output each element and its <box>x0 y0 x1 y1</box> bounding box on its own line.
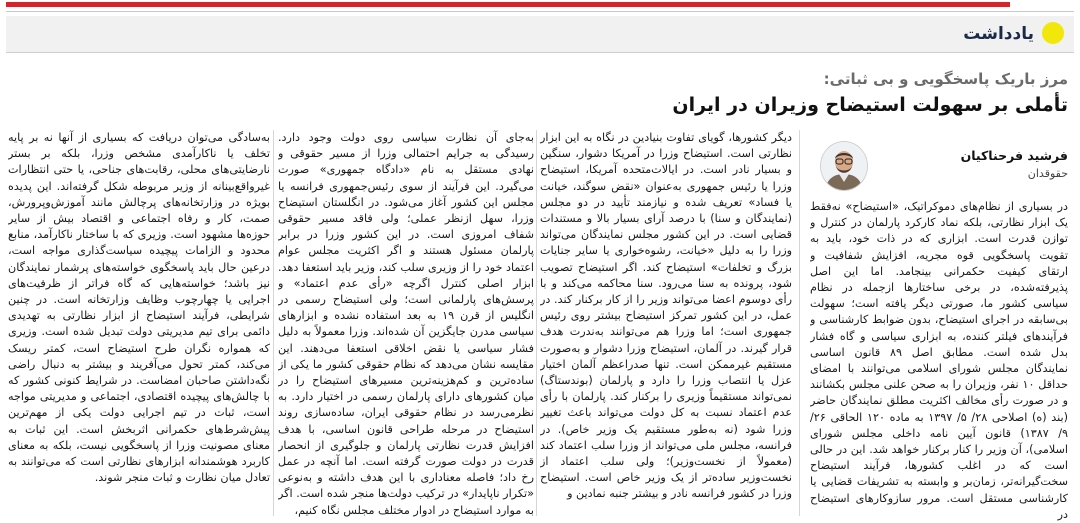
author-name: فرشید فرحناکیان <box>960 148 1068 163</box>
red-rule <box>6 2 1010 7</box>
section-header <box>6 16 1074 53</box>
author-photo <box>820 141 868 191</box>
article-column-1 <box>810 199 1068 521</box>
section-label: یادداشت <box>963 24 1034 44</box>
column-divider <box>536 130 537 516</box>
author-role: حقوقدان <box>1027 167 1068 180</box>
author-portrait-icon <box>821 142 867 190</box>
top-rule <box>0 0 1080 16</box>
article-column-4 <box>8 130 270 521</box>
article-column-3 <box>278 130 534 521</box>
column-text: به‌سادگی می‌توان دریافت که بسیاری از آنها نه بر پایه تخلف یا ناکارآمدی مشخص وزرا، بلکه بر بستر نارضایتی‌های محلی، رقابت‌های جناحی، یا حتی انتظارات غیرواقع‌بینانه از وزیر مربوطه شکل گرفته‌اند. این پدیده بویژه در وزارتخانه‌های پرچالش مانند آموزش‌وپرورش، صمت، کار و رفاه اجتماعی و اقتصاد بیش از سایر حوزه‌ها مشهود است. وزیری که با ساختار ناکارآمد، منابع محدود و الزامات پیچیده سیاست‌گذاری مواجه است، درعین حال باید پاسخگوی خواسته‌های پرشمار نمایندگان نیز باشد؛ خواسته‌هایی که گاه فراتر از ظرفیت‌های اجرایی یا چهارچوب وظایف وزارتخانه است. در چنین شرایطی، فرآیند استیضاح از ابزار نظارتی به تهدیدی دائمی برای تیم مدیریتی دولت تبدیل شده است. وزیری که همواره نگران طرح استیضاح است، کمتر ریسک می‌کند، کمتر تحول می‌آفریند و بیشتر به دنبال راضی نگه‌داشتن صاحبان امضاست. در شرایط کنونی کشور که با چالش‌های پیچیده اقتصادی، اجتماعی و مدیریتی مواجه است، ثبات در تیم اجرایی دولت یکی از مهم‌ترین پیش‌شرط‌های حکمرانی اثربخش است. این ثبات به معنای مصونیت وزرا از پاسخگویی نیست، بلکه به معنای کاربرد هوشمندانه ابزارهای نظارتی است که می‌توانند به تعادل میان نظارت و ثبات منجر شوند. <box>8 131 270 485</box>
column-divider <box>273 130 274 516</box>
gray-rule <box>6 11 1074 12</box>
article-headline[interactable]: تأملی بر سهولت استیضاح وزیران در ایران <box>672 94 1068 116</box>
column-text: به‌جای آن نظارت سیاسی روی دولت وجود دارد. رسیدگی به جرایم احتمالی وزرا از مسیر حقوقی و نهادی مستقل به نام «دادگاه جمهوری» صورت می‌گیرد. این فرآیند از سوی رئیس‌جمهوری فرانسه یا مجلس این کشور آغاز می‌شود. در انگلستان استیضاح وزرا، سهل ازنظر عملی؛ ولی فاقد مسیر حقوقی شفاف امروزی است. در این کشور وزرا در برابر پارلمان مسئول هستند و اگر اکثریت مجلس عوام اعتماد خود را از وزیری سلب کند، وزیر باید استعفا دهد. ابزار اصلی کنترل اگرچه «رأی عدم اعتماد» و پرسش‌های پارلمانی است؛ ولی استیضاح رسمی در انگلیس از قرن ۱۹ به بعد استفاده نشده و ابزارهای سیاسی مدرن جایگزین آن شده‌اند. وزرا معمولاً به دلیل فشار سیاسی یا نقض اخلاقی استعفا می‌دهند. این مقایسه نشان می‌دهد که نظام حقوقی کشور ما یکی از ساده‌ترین و کم‌هزینه‌ترین مسیرهای استیضاح را در میان کشورهای دارای پارلمان رسمی در اختیار دارد. به نظرمی‌رسد در نظام حقوقی ایران، ساده‌سازی روند استیضاح در مرحله طراحی قانون اساسی، با هدف افزایش قدرت نظارتی پارلمان و جلوگیری از انحصار قدرت در دولت صورت گرفته است. اما آنچه در عمل رخ داد؛ فاصله معناداری با این هدف داشته و به‌نوعی «تکرار ناپایدار» در ترکیب دولت‌ها منجر شده است. اگر به موارد استیضاح در ادوار مختلف مجلس نگاه کنیم، <box>278 131 534 517</box>
article-column-2 <box>540 130 792 521</box>
column-text: در بسیاری از نظام‌های دموکراتیک، «استیضاح» نه‌فقط یک ابزار نظارتی، بلکه نماد کارکرد پارلمان در کنترل و توازن قدرت است. ابزاری که در ذات خود، باید به تقویت پاسخگویی قوه مجریه، افزایش شفافیت و ارتقای کیفیت حکمرانی بینجامد. اما این اصل پذیرفته‌شده، در برخی ساختارها ازجمله در نظام سیاسی کشور ما، صورتی دیگر یافته است؛ سهولت بی‌سابقه در اجرای استیضاح، بدون ضوابط کارشناسی و فرآیندهای فیلتر کننده، به ابزاری سیاسی و گاه فشار بدل شده است. مطابق اصل ۸۹ قانون اساسی نمایندگان مجلس شورای اسلامی می‌توانند با امضای حداقل ۱۰ نفر، وزیران را به صحن علنی مجلس بکشانند و در صورت رأی مخالف اکثریت مطلق نمایندگان حاضر (بند (ه) اصلاحی ۲۸/ ۵/ ۱۳۹۷ به ماده ۱۲۰ الحاقی ۲۶/ ۹/ ۱۳۸۷) قانون آیین نامه داخلی مجلس شورای اسلامی)، آن وزیر را کنار برکنار خواهد شد. این در حالی است که در اغلب کشورها، فرآیند استیضاح سخت‌گیرانه‌تر، زمان‌بر و وابسته به تشریفات قضایی یا کارشناسی مستقل است. مرور سازوکارهای استیضاح در <box>810 200 1068 521</box>
yellow-dot-icon <box>1042 22 1064 44</box>
column-text: دیگر کشورها، گویای تفاوت بنیادین در نگاه به این ابزار نظارتی است. استیضاح وزرا در آمریکا دشوار، سنگین و بسیار نادر است. در ایالات‌متحده آمریکا، استیضاح وزرا یا رئیس جمهوری به‌عنوان «نقض سوگند، خیانت یا فساد» تعریف شده و نیازمند تأیید در دو مجلس (نمایندگان و سنا) با درصد آرای بسیار بالا و مستندات قضایی است. در این کشور مجلس نمایندگان می‌تواند وزرا را به دلیل «خیانت، رشوه‌خواری یا سایر جنایات بزرگ و تخلفات» استیضاح کند. اگر استیضاح تصویب شود، پرونده به سنا می‌رود. سنا محاکمه می‌کند و با رأی دوسوم اعضا می‌تواند وزیر را از کار برکنار کند. در عمل، در این کشور تمرکز استیضاح بیشتر روی رئیس جمهوری است؛ اما وزرا هم می‌توانند به‌ندرت هدف قرار گیرند. در آلمان، استیضاح وزرا دشوار و به‌صورت مستقیم غیرممکن است. تنها صدراعظم آلمان اختیار عزل یا انتصاب وزرا را دارد و پارلمان (بوندستاگ) نمی‌تواند مستقیماً وزیری را برکنار کند. پارلمان با رأی عدم اعتماد نسبت به کل دولت می‌تواند باعث تغییر وزرا شود (نه به‌طور مستقیم یک وزیر خاص). در فرانسه، مجلس ملی می‌تواند از وزرا سلب اعتماد کند (معمولاً از نخست‌وزیر)؛ ولی سلب اعتماد از نخست‌وزیر ساده‌تر از یک وزیر خاص است. استیضاح وزرا در کشور فرانسه نادر و بیشتر جنبه نمادین و <box>540 131 792 501</box>
column-divider <box>799 130 800 516</box>
article-kicker: مرز باریک پاسخگویی و بی ثباتی: <box>823 70 1068 88</box>
